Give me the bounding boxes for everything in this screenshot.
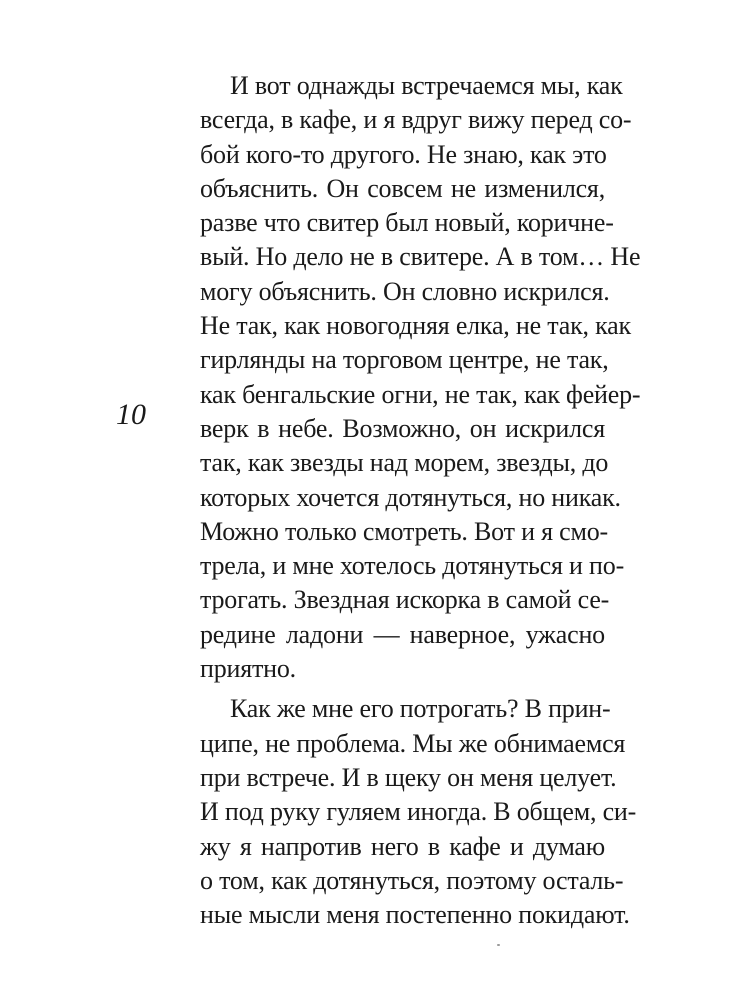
text-line: трела, и мне хотелось дотянуться и по-	[200, 551, 625, 581]
text-line: Можно только смотреть. Вот и я смо-	[200, 516, 608, 546]
text-line: объяснить. Он совсем не изменился,	[200, 173, 605, 203]
body-text	[200, 69, 641, 932]
text-line: Как же мне его потрогать? В прин-	[230, 694, 611, 724]
text-line: верк в небе. Возможно, он искрился	[200, 413, 605, 443]
text-line: жу я напротив него в кафе и думаю	[200, 831, 605, 861]
page-number: 10	[116, 398, 146, 431]
text-line: ципе, не проблема. Мы же обнимаемся	[200, 728, 626, 758]
text-line: И вот однажды встречаемся мы, как	[230, 71, 623, 100]
text-line: гирлянды на торговом центре, не так,	[200, 345, 609, 375]
paper-speck	[497, 944, 500, 946]
text-line: И под руку гуляем иногда. В общем, си-	[200, 797, 637, 827]
paragraph	[200, 692, 637, 932]
text-line: Не так, как новогодняя елка, не так, как	[200, 311, 631, 341]
text-line: приятно.	[200, 654, 296, 684]
text-line: могу объяснить. Он словно искрился.	[200, 276, 610, 306]
text-line: всегда, в кафе, и я вдруг вижу перед со-	[200, 105, 632, 135]
text-line: которых хочется дотянуться, но никак.	[200, 482, 621, 512]
text-line: редине ладони — наверное, ужасно	[200, 619, 605, 649]
text-line: как бенгальские огни, не так, как фейер-	[200, 379, 641, 409]
text-line: разве что свитер был новый, коричне-	[200, 208, 614, 238]
text-line: ные мысли меня постепенно покидают.	[200, 900, 630, 930]
text-line: при встрече. И в щеку он меня целует.	[200, 762, 617, 792]
text-line: трогать. Звездная искорка в самой се-	[200, 585, 610, 615]
text-line: бой кого-то другого. Не знаю, как это	[200, 139, 607, 169]
text-line: так, как звезды над морем, звезды, до	[200, 448, 609, 478]
paragraph	[200, 69, 641, 686]
text-line: о том, как дотянуться, поэтому осталь-	[200, 865, 624, 895]
text-line: вый. Но дело не в свитере. А в том… Не	[200, 242, 641, 272]
